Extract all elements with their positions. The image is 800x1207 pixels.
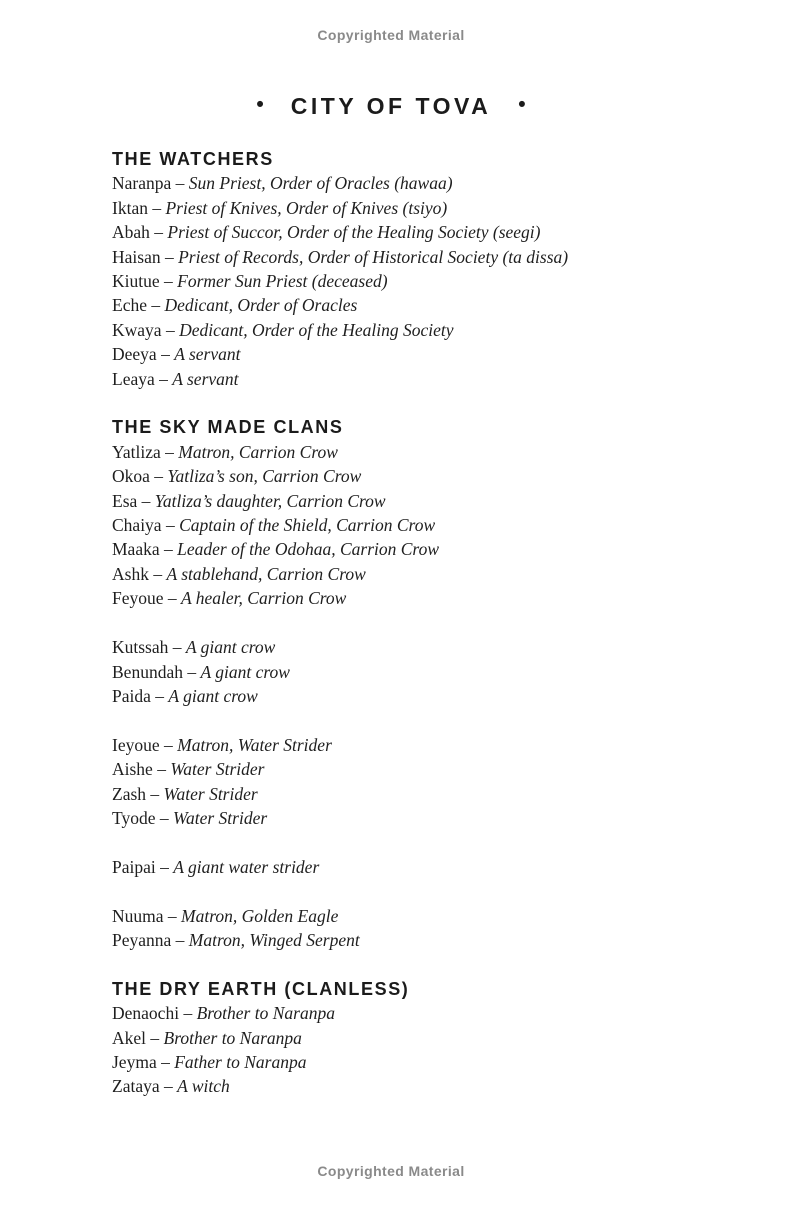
character-role: Priest of Knives, Order of Knives (tsiyo): [165, 197, 448, 218]
character-role: A stablehand, Carrion Crow: [166, 563, 366, 584]
character-name: Yatliza: [112, 441, 161, 462]
character-entry: [112, 1074, 720, 1098]
character-entry: [112, 1026, 720, 1050]
character-entry: [112, 1001, 720, 1025]
entry-group: [112, 904, 720, 953]
character-entry: [112, 220, 720, 244]
dash-separator: –: [137, 490, 155, 511]
page-title-text: CITY OF TOVA: [290, 93, 492, 119]
dash-separator: –: [152, 759, 171, 780]
character-role: Priest of Records, Order of Historical Society (ta dissa): [178, 246, 569, 267]
character-name: Zash: [112, 783, 147, 804]
character-name: Iktan: [112, 197, 148, 218]
character-name: Peyanna: [112, 929, 172, 950]
character-name: Ieyoue: [112, 734, 160, 755]
character-name: Haisan: [112, 246, 161, 267]
character-role: A witch: [177, 1076, 230, 1097]
entry-group: [112, 1001, 720, 1099]
character-role: A giant crow: [168, 685, 258, 706]
character-role: Matron, Golden Eagle: [181, 905, 339, 926]
character-role: Yatliza’s son, Carrion Crow: [167, 466, 362, 487]
section-heading: THE WATCHERS: [112, 149, 274, 169]
character-name: Nuuma: [112, 905, 164, 926]
dash-separator: –: [159, 1076, 178, 1097]
entry-group: [112, 733, 720, 831]
character-entry: [112, 733, 720, 757]
character-entry: [112, 342, 720, 366]
character-name: Zataya: [112, 1076, 160, 1097]
character-role: Captain of the Shield, Carrion Crow: [179, 515, 436, 536]
character-role: Brother to Naranpa: [163, 1027, 302, 1048]
character-name: Akel: [112, 1027, 147, 1048]
character-role: Dedicant, Order of Oracles: [164, 295, 358, 316]
character-role: Water Strider: [163, 783, 258, 804]
character-role: Sun Priest, Order of Oracles (hawaa): [188, 173, 453, 194]
character-entry: [112, 757, 720, 781]
character-entry: [112, 293, 720, 317]
section-heading: THE DRY EARTH (CLANLESS): [112, 978, 410, 999]
dash-separator: –: [149, 222, 168, 243]
character-entry: [112, 367, 720, 391]
character-role: Leader of the Odohaa, Carrion Crow: [177, 539, 439, 560]
title-bullet-left-icon: •: [256, 93, 264, 116]
section-heading: THE SKY MADE CLANS: [112, 417, 344, 438]
dash-separator: –: [150, 685, 169, 706]
dash-separator: –: [155, 856, 174, 877]
dash-separator: –: [163, 905, 182, 926]
title-bullet-right-icon: •: [518, 93, 526, 116]
entry-group: [112, 440, 720, 611]
page-title: [0, 93, 782, 119]
character-entry: [112, 806, 720, 830]
character-name: Ashk: [112, 563, 149, 584]
character-name: Kutssah: [112, 637, 169, 658]
character-name: Chaiya: [112, 515, 162, 536]
character-name: Kiutue: [112, 271, 160, 292]
character-entry: [112, 464, 720, 488]
character-name: Naranpa: [112, 173, 172, 194]
character-role: Yatliza’s daughter, Carrion Crow: [154, 490, 386, 511]
character-entry: [112, 562, 720, 586]
dash-separator: –: [159, 539, 178, 560]
copyright-bottom-notice: Copyrighted Material: [317, 1163, 465, 1179]
character-role: Brother to Naranpa: [196, 1003, 335, 1024]
dash-separator: –: [171, 929, 189, 950]
character-name: Paida: [112, 685, 151, 706]
character-section: [112, 977, 720, 1099]
character-role: Father to Naranpa: [174, 1051, 307, 1072]
character-entry: [112, 489, 720, 513]
character-entry: [112, 928, 720, 952]
dash-separator: –: [146, 295, 165, 316]
dash-separator: –: [156, 344, 175, 365]
dash-separator: –: [171, 173, 189, 194]
character-name: Okoa: [112, 466, 150, 487]
character-role: Priest of Succor, Order of the Healing Society (seegi): [167, 222, 541, 243]
dash-separator: –: [182, 661, 201, 682]
character-entry: [112, 513, 720, 537]
character-role: A giant water strider: [173, 856, 320, 877]
character-name: Esa: [112, 490, 138, 511]
character-name: Denaochi: [112, 1003, 180, 1024]
character-entry: [112, 855, 720, 879]
character-entry: [112, 245, 720, 269]
dash-separator: –: [168, 637, 186, 658]
character-name: Abah: [112, 222, 150, 243]
dash-separator: –: [149, 466, 168, 487]
character-entry: [112, 318, 720, 342]
dash-separator: –: [161, 319, 180, 340]
character-entry: [112, 660, 720, 684]
character-entry: [112, 196, 720, 220]
character-entry: [112, 537, 720, 561]
character-section: [112, 147, 720, 391]
entry-group: [112, 171, 720, 391]
character-section: [112, 415, 720, 952]
character-entry: [112, 586, 720, 610]
dash-separator: –: [159, 271, 178, 292]
character-entry: [112, 635, 720, 659]
character-name: Tyode: [112, 807, 156, 828]
character-name: Paipai: [112, 856, 156, 877]
character-role: Water Strider: [170, 759, 265, 780]
dash-separator: –: [160, 246, 179, 267]
dash-separator: –: [154, 368, 173, 389]
character-name: Eche: [112, 295, 147, 316]
character-name: Feyoue: [112, 588, 164, 609]
character-name: Aishe: [112, 759, 153, 780]
entry-group: [112, 855, 720, 879]
character-role: A servant: [174, 344, 241, 365]
dash-separator: –: [146, 783, 164, 804]
character-name: Jeyma: [112, 1051, 157, 1072]
character-role: A servant: [172, 368, 239, 389]
character-name: Maaka: [112, 539, 160, 560]
dash-separator: –: [179, 1003, 197, 1024]
character-role: Water Strider: [173, 807, 268, 828]
character-entry: [112, 782, 720, 806]
entry-group: [112, 635, 720, 708]
character-entry: [112, 171, 720, 195]
character-entry: [112, 1050, 720, 1074]
character-name: Benundah: [112, 661, 183, 682]
character-list: [112, 147, 720, 1099]
character-role: Former Sun Priest (deceased): [177, 271, 388, 292]
dash-separator: –: [148, 563, 167, 584]
dash-separator: –: [161, 515, 180, 536]
character-entry: [112, 440, 720, 464]
dash-separator: –: [156, 1051, 175, 1072]
dash-separator: –: [146, 1027, 164, 1048]
character-entry: [112, 269, 720, 293]
dash-separator: –: [147, 197, 166, 218]
character-role: Matron, Winged Serpent: [188, 929, 360, 950]
character-role: Matron, Water Strider: [177, 734, 332, 755]
dash-separator: –: [160, 441, 179, 462]
character-role: A giant crow: [200, 661, 290, 682]
character-entry: [112, 904, 720, 928]
character-name: Deeya: [112, 344, 157, 365]
dash-separator: –: [159, 734, 178, 755]
character-entry: [112, 684, 720, 708]
character-role: A giant crow: [185, 637, 276, 658]
character-role: Matron, Carrion Crow: [178, 441, 338, 462]
character-name: Leaya: [112, 368, 155, 389]
dash-separator: –: [163, 588, 182, 609]
character-role: Dedicant, Order of the Healing Society: [179, 319, 454, 340]
character-name: Kwaya: [112, 319, 162, 340]
character-role: A healer, Carrion Crow: [181, 588, 347, 609]
dash-separator: –: [155, 807, 173, 828]
copyright-top-notice: Copyrighted Material: [317, 27, 465, 43]
